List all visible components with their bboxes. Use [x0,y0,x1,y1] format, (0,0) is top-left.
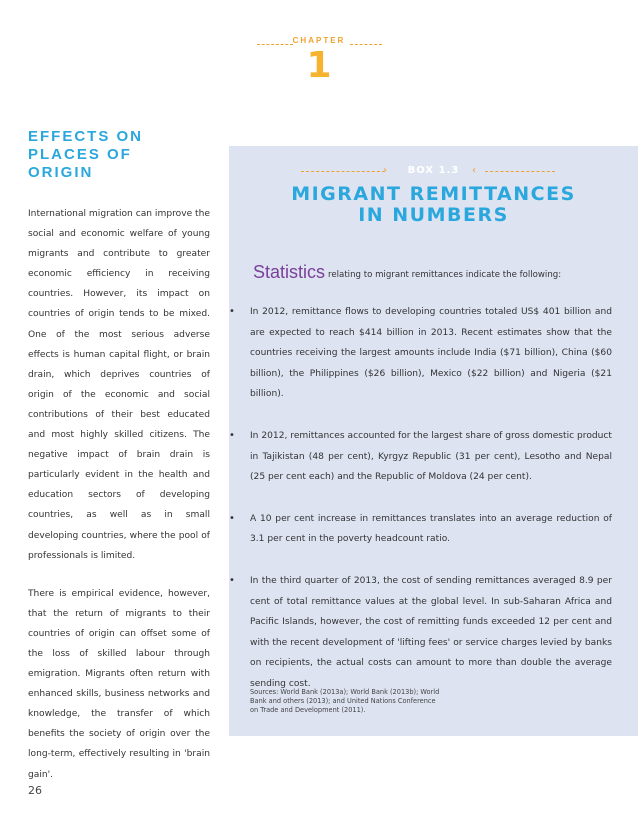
list-item [229,571,638,695]
box-title [229,184,638,226]
box-title-line-1: MIGRANT REMITTANCES [291,183,576,205]
bullet-icon: • [229,574,235,586]
bullet-icon: • [229,512,235,524]
arrow-left-icon: ‹ [472,165,476,176]
bullet-text: In 2012, remittances accounted for the largest share of gross domestic product in Tajikistan (48 per cent), Kyrgyz Republic (31 per cent), Lesotho and Nepal (25 per cent each) and the Republic of Moldova (24 per cent). [250,430,612,483]
list-item [229,509,638,550]
body-paragraph-2: There is empirical evidence, however, that the return of migrants to their countries of origin can offset some of the loss of skilled labour through emigration. Migrants often return with enhanced skills, business networks and knowledge, the transfer of which benefits the society of origin over the long-term, effectively resulting in 'brain gain'. [28,588,210,780]
list-item [229,426,638,488]
chapter-rule-right [350,44,382,45]
box-label-row [229,164,638,178]
chapter-number: 1 [306,45,332,86]
bullet-text: In the third quarter of 2013, the cost of sending remittances averaged 8.9 per cent of total remittance values at the global level. In sub-Saharan Africa and Pacific Islands, however, the cost of remitting funds exceeded 12 per cent and with the recent development of 'lifting fees' or service charges levied by banks on recipients, the actual costs can amount to more than double the average sending cost. [250,575,612,689]
bullet-icon: • [229,306,235,317]
arrow-right-icon: › [383,165,387,176]
list-item [229,302,638,405]
box-title-line-2: IN NUMBERS [358,204,509,226]
bullet-icon: • [229,429,235,441]
box-number: BOX 1.3 [407,165,460,176]
body-paragraph-1: International migration can improve the social and economic welfare of young migrants and contribute to greater economic efficiency in receiving countries. However, its impact on countries of origin tends to be mixed. One of the most serious adverse effects is human capital flight, or brain drain, which deprives countries of origin of the economic and social contributions of their best educated and most highly skilled citizens. The negative impact of brain drain is particularly evident in the health and education sectors of developing countries, as well as in small developing countries, where the pool of professionals is limited. [28,209,210,561]
bullet-text: A 10 per cent increase in remittances translates into an average reduction of 3.1 per cent in the poverty headcount ratio. [250,513,612,545]
box-rule-right [485,171,555,172]
box-panel [229,146,638,736]
box-intro-text: relating to migrant remittances indicate the following: [328,270,562,280]
box-intro [253,262,633,285]
bullet-list [229,302,638,716]
chapter-label: CHAPTER [292,36,346,45]
section-title: EFFECTS ON PLACES OF ORIGIN [28,128,144,181]
box-intro-lead: Statistics [253,262,326,282]
bullet-text: In 2012, remittance flows to developing countries totaled US$ 401 billion and are expected to reach $414 billion in 2013. Recent estimates show that the countries receiving the largest amounts include India ($71 billion), China ($60 billion), the Philippines ($26 billion), Mexico ($22 billion) and Nigeria ($21 billion). [250,307,612,400]
left-column [28,204,210,803]
page-number: 26 [28,784,42,797]
box-sources: Sources: World Bank (2013a); World Bank (2013b); World Bank and others (2013); and United Nations Conference on Trade and Development (2011). [250,688,440,714]
